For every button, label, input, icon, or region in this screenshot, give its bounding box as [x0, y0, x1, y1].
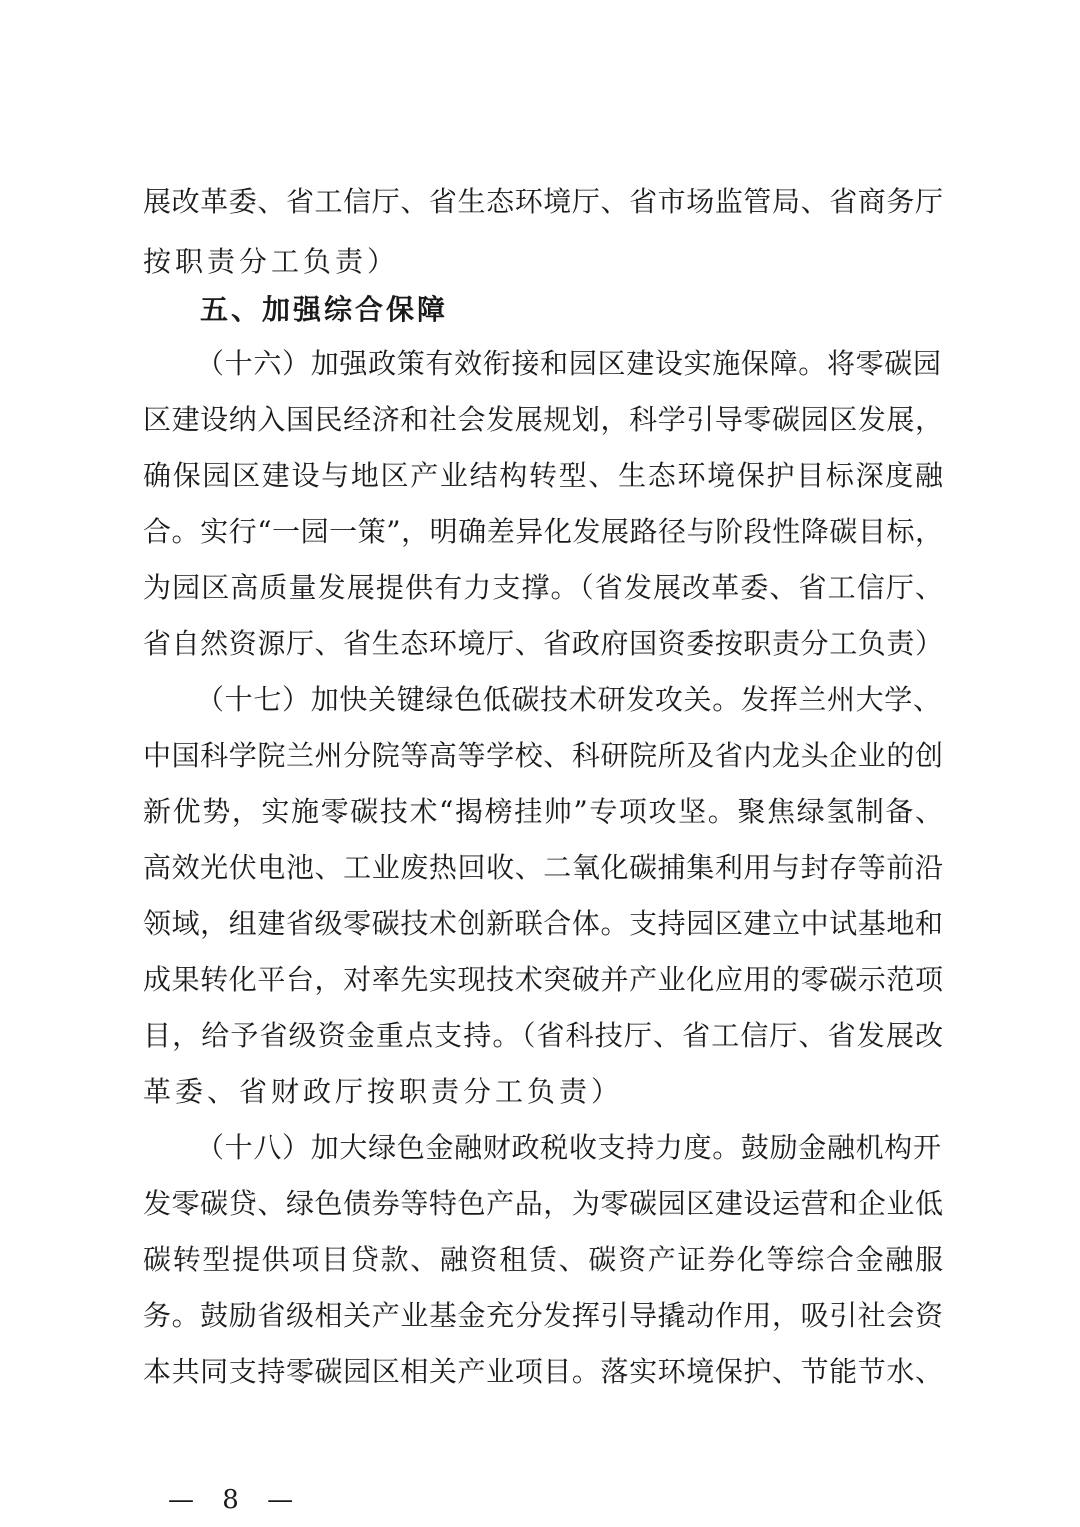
paragraph-first-line: （十六）加强政策有效衔接和园区建设实施保障。将零碳园 — [196, 347, 941, 380]
text-line: 高效光伏电池、工业废热回收、二氧化碳捕集利用与封存等前沿 — [143, 851, 943, 884]
text-line: 领域，组建省级零碳技术创新联合体。支持园区建立中试基地和 — [143, 907, 943, 940]
text-line: 省自然资源厅、省生态环境厅、省政府国资委按职责分工负责） — [143, 627, 943, 660]
paragraph-first-line: （十八）加大绿色金融财政税收支持力度。鼓励金融机构开 — [196, 1131, 941, 1164]
text-line: 成果转化平台，对率先实现技术突破并产业化应用的零碳示范项 — [143, 963, 943, 996]
text-line: 新优势，实施零碳技术“揭榜挂帅”专项攻坚。聚焦绿氢制备、 — [143, 795, 943, 828]
text-line: 按职责分工负责） — [143, 245, 400, 278]
section-heading: 五、加强综合保障 — [200, 293, 449, 326]
text-line: 目，给予省级资金重点支持。（省科技厅、省工信厅、省发展改 — [143, 1019, 943, 1052]
text-line: 务。鼓励省级相关产业基金充分发挥引导撬动作用，吸引社会资 — [143, 1299, 943, 1332]
text-line: 革委、省财政厅按职责分工负责） — [143, 1075, 624, 1108]
page-number: — 8 — — [168, 1485, 304, 1515]
text-line: 合。实行“一园一策”，明确差异化发展路径与阶段性降碳目标， — [143, 515, 943, 548]
text-line: 为园区高质量发展提供有力支撑。（省发展改革委、省工信厅、 — [143, 571, 943, 604]
text-line: 发零碳贷、绿色债券等特色产品，为零碳园区建设运营和企业低 — [143, 1187, 943, 1220]
text-line: 碳转型提供项目贷款、融资租赁、碳资产证券化等综合金融服 — [143, 1243, 943, 1276]
paragraph-first-line: （十七）加快关键绿色低碳技术研发攻关。发挥兰州大学、 — [196, 683, 941, 716]
text-line: 展改革委、省工信厅、省生态环境厅、省市场监管局、省商务厅 — [143, 185, 943, 218]
text-line: 区建设纳入国民经济和社会发展规划，科学引导零碳园区发展， — [143, 403, 943, 436]
text-line: 本共同支持零碳园区相关产业项目。落实环境保护、节能节水、 — [143, 1355, 943, 1388]
text-line: 确保园区建设与地区产业结构转型、生态环境保护目标深度融 — [143, 459, 943, 492]
text-line: 中国科学院兰州分院等高等学校、科研院所及省内龙头企业的创 — [143, 739, 943, 772]
